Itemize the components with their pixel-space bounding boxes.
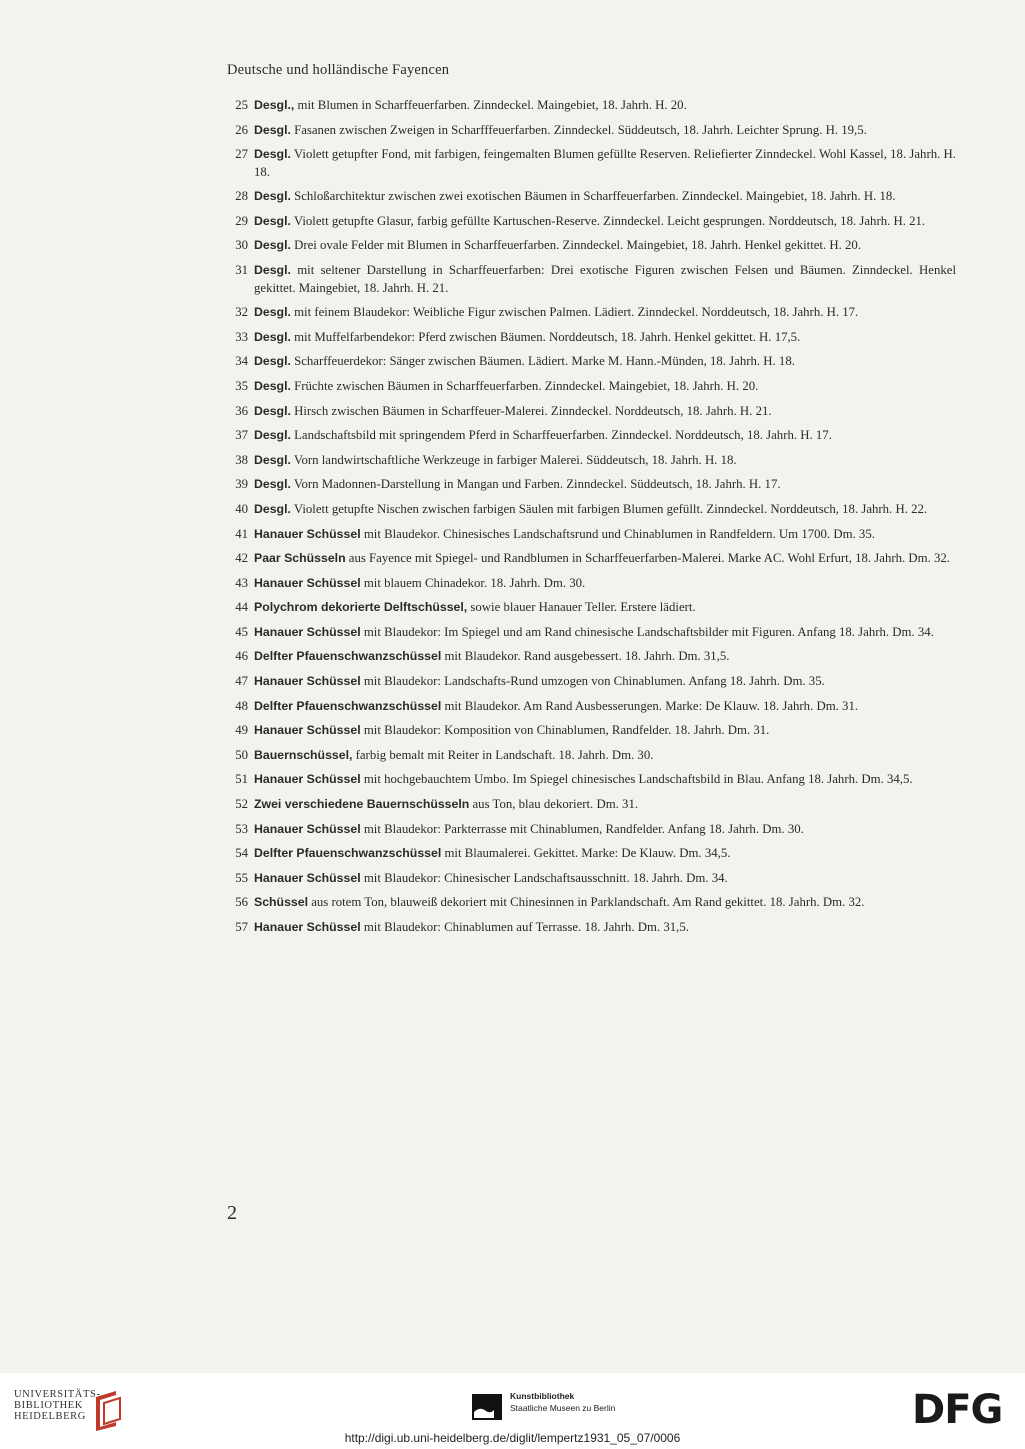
entry-heading: Desgl. <box>254 329 291 344</box>
catalog-entry <box>226 747 956 765</box>
entry-number: 40 <box>235 501 248 516</box>
catalog-entry <box>226 329 956 347</box>
entry-heading: Hanauer Schüssel <box>254 723 361 738</box>
catalog-entry <box>226 188 956 206</box>
entry-description: mit Blaumalerei. Gekittet. Marke: De Klauw. Dm. 34,5. <box>441 846 731 861</box>
ub-logo-line1: UNIVERSITÄTS- <box>14 1389 101 1400</box>
entry-number: 57 <box>235 920 248 934</box>
entry-description: Violett getupfte Nischen zwischen farbigen Säulen mit farbigen Blumen gefüllt. Zinndeckel. Norddeutsch, 18. Jahrh. H. 22. <box>290 501 928 516</box>
entry-description: mit blauem Chinadekor. 18. Jahrh. Dm. 30. <box>360 575 586 590</box>
entry-number: 36 <box>235 403 248 418</box>
ub-logo-line3: HEIDELBERG <box>14 1411 86 1422</box>
entry-heading: Desgl. <box>254 238 291 253</box>
entry-heading: Hanauer Schüssel <box>254 920 361 934</box>
catalog-entry <box>226 648 956 666</box>
catalog-entry <box>226 673 956 691</box>
entry-number: 54 <box>235 846 248 861</box>
catalog-entry <box>226 213 956 231</box>
page-number: 2 <box>227 1202 237 1224</box>
entry-number: 53 <box>235 821 248 836</box>
entry-heading: Hanauer Schüssel <box>254 674 361 689</box>
entry-description: aus rotem Ton, blauweiß dekoriert mit Chinesinnen in Parklandschaft. Am Rand gekittet. 18. Jahrh. Dm. 32. <box>308 895 865 910</box>
entry-number: 46 <box>235 649 248 664</box>
catalog-entry <box>226 821 956 839</box>
entry-heading: Desgl. <box>254 122 291 137</box>
ub-logo-text <box>14 1389 101 1422</box>
entry-description: Violett getupfter Fond, mit farbigen, feingemalten Blumen gefüllte Reserven. Reliefierter Zinndeckel. Wohl Kassel, 18. Jahrh. H. 18. <box>254 147 956 179</box>
entry-description: Schloßarchitektur zwischen zwei exotischen Bäumen in Scharffeuerfarben. Zinndeckel. Maingebiet, 18. Jahrh. H. 18. <box>290 189 896 204</box>
entry-heading: Desgl. <box>254 263 291 278</box>
catalog-entry <box>226 894 956 912</box>
entry-description: Landschaftsbild mit springendem Pferd in Scharffeuerfarben. Zinndeckel. Norddeutsch, 18. Jahrh. H. 17. <box>290 428 832 443</box>
entry-heading: Desgl. <box>254 213 291 228</box>
entry-description: sowie blauer Hanauer Teller. Erstere lädiert. <box>467 600 696 615</box>
catalog-entry <box>226 378 956 396</box>
entry-heading: Delfter Pfauenschwanzschüssel <box>254 846 442 861</box>
entry-heading: Desgl. <box>254 378 291 393</box>
entry-number: 34 <box>235 354 248 369</box>
entry-number: 38 <box>235 452 248 467</box>
catalog-entry <box>226 870 956 888</box>
entry-heading: Desgl. <box>254 305 291 320</box>
entry-number: 42 <box>235 551 248 566</box>
viewer-footer <box>0 1373 1025 1449</box>
entry-number: 26 <box>235 122 248 137</box>
entry-number: 25 <box>235 98 248 112</box>
entry-heading: Hanauer Schüssel <box>254 870 361 885</box>
entry-heading: Delfter Pfauenschwanzschüssel <box>254 649 442 664</box>
catalog-entry <box>226 845 956 863</box>
entry-number: 41 <box>235 526 248 541</box>
entry-heading: Desgl. <box>254 428 291 443</box>
entry-number: 32 <box>235 305 248 320</box>
entry-description: Hirsch zwischen Bäumen in Scharffeuer-Malerei. Zinndeckel. Norddeutsch, 18. Jahrh. H. 21. <box>290 403 772 418</box>
catalog-entry <box>226 427 956 445</box>
catalog-entry <box>226 796 956 814</box>
entry-number: 44 <box>235 600 248 615</box>
kunstbibliothek-name: Kunstbibliothek <box>510 1391 575 1401</box>
entry-heading: Delfter Pfauenschwanzschüssel <box>254 698 442 713</box>
entry-description: mit Blaudekor: Landschafts-Rund umzogen von Chinablumen. Anfang 18. Jahrh. Dm. 35. <box>360 674 825 689</box>
entry-heading: Desgl. <box>254 403 291 418</box>
entry-description: Vorn Madonnen-Darstellung in Mangan und Farben. Zinndeckel. Süddeutsch, 18. Jahrh. H. 17. <box>290 477 781 492</box>
entry-number: 31 <box>235 263 248 278</box>
entry-heading: Desgl. <box>254 452 291 467</box>
entry-heading: Bauernschüssel, <box>254 747 353 762</box>
entry-heading: Hanauer Schüssel <box>254 821 361 836</box>
catalog-entry <box>226 304 956 322</box>
entry-heading: Hanauer Schüssel <box>254 575 361 590</box>
entry-number: 51 <box>235 772 248 787</box>
catalog-entry <box>226 262 956 297</box>
entry-description: Drei ovale Felder mit Blumen in Scharffeuerfarben. Zinndeckel. Maingebiet, 18. Jahrh. Henkel gekittet. H. 20. <box>290 238 862 253</box>
running-head: Deutsche und holländische Fayencen <box>227 62 450 78</box>
catalog-entry <box>226 476 956 494</box>
entry-heading: Desgl. <box>254 501 291 516</box>
catalog-entry <box>226 919 956 937</box>
entry-number: 33 <box>235 329 248 344</box>
catalog-entry <box>226 550 956 568</box>
catalog-entry <box>226 771 956 789</box>
entry-number: 43 <box>235 575 248 590</box>
entry-number: 35 <box>235 378 248 393</box>
catalog-entry <box>226 452 956 470</box>
catalog-entry <box>226 722 956 740</box>
entry-heading: Desgl., <box>254 98 295 112</box>
entry-description: mit Blaudekor: Chinablumen auf Terrasse. 18. Jahrh. Dm. 31,5. <box>360 920 689 934</box>
entry-number: 28 <box>235 189 248 204</box>
kunstbibliothek-sub: Staatliche Museen zu Berlin <box>510 1403 616 1413</box>
entry-number: 50 <box>235 747 248 762</box>
catalog-entry <box>226 501 956 519</box>
entry-description: mit Blaudekor: Im Spiegel und am Rand chinesische Landschaftsbilder mit Figuren. Anfang 18. Jahrh. Dm. 34. <box>360 624 934 639</box>
entry-number: 27 <box>235 147 248 162</box>
entry-number: 48 <box>235 698 248 713</box>
entry-heading: Desgl. <box>254 147 291 162</box>
entry-number: 37 <box>235 428 248 443</box>
catalog-entry <box>226 122 956 140</box>
entry-heading: Hanauer Schüssel <box>254 624 361 639</box>
entry-heading: Desgl. <box>254 354 291 369</box>
catalog-entries <box>226 97 956 944</box>
entry-heading: Hanauer Schüssel <box>254 526 361 541</box>
entry-description: mit Blaudekor: Parkterrasse mit Chinablumen, Randfelder. Anfang 18. Jahrh. Dm. 30. <box>360 821 804 836</box>
ub-logo-line2: BIBLIOTHEK <box>14 1400 83 1411</box>
entry-description: Scharffeuerdekor: Sänger zwischen Bäumen. Lädiert. Marke M. Hann.-Münden, 18. Jahrh. H. 18. <box>290 354 795 369</box>
catalog-entry <box>226 698 956 716</box>
entry-number: 55 <box>235 870 248 885</box>
entry-description: mit Muffelfarbendekor: Pferd zwischen Bäumen. Norddeutsch, 18. Jahrh. Henkel gekittet. H. 17,5. <box>290 329 801 344</box>
kunstbibliothek-text <box>510 1390 615 1414</box>
catalog-entry <box>226 146 956 181</box>
entry-heading: Paar Schüsseln <box>254 551 346 566</box>
catalog-entry <box>226 403 956 421</box>
entry-description: mit Blaudekor. Rand ausgebessert. 18. Jahrh. Dm. 31,5. <box>441 649 730 664</box>
ub-mark-icon <box>92 1389 124 1431</box>
entry-description: farbig bemalt mit Reiter in Landschaft. 18. Jahrh. Dm. 30. <box>352 747 654 762</box>
entry-number: 52 <box>235 797 248 812</box>
catalog-entry <box>226 97 956 115</box>
dfg-logo[interactable]: DFG <box>912 1387 1003 1433</box>
entry-heading: Desgl. <box>254 189 291 204</box>
catalog-entry <box>226 237 956 255</box>
entry-heading: Zwei verschiedene Bauernschüsseln <box>254 797 470 812</box>
entry-number: 49 <box>235 723 248 738</box>
entry-description: Violett getupfte Glasur, farbig gefüllte Kartuschen-Reserve. Zinndeckel. Leicht gesprungen. Norddeutsch, 18. Jahrh. H. 21. <box>290 213 926 228</box>
catalog-entry <box>226 599 956 617</box>
entry-heading: Schüssel <box>254 895 308 910</box>
entry-description: mit feinem Blaudekor: Weibliche Figur zwischen Palmen. Lädiert. Zinndeckel. Norddeutsch, 18. Jahrh. H. 17. <box>290 305 859 320</box>
entry-description: Früchte zwischen Bäumen in Scharffeuerfarben. Zinndeckel. Maingebiet, 18. Jahrh. H. 20. <box>290 378 759 393</box>
catalog-entry <box>226 624 956 642</box>
entry-description: mit Blumen in Scharffeuerfarben. Zinndeckel. Maingebiet, 18. Jahrh. H. 20. <box>294 98 687 112</box>
entry-description: mit Blaudekor: Chinesischer Landschaftsausschnitt. 18. Jahrh. Dm. 34. <box>360 870 728 885</box>
entry-heading: Hanauer Schüssel <box>254 772 361 787</box>
entry-description: mit Blaudekor. Chinesisches Landschaftsrund und Chinablumen in Randfeldern. Um 1700. Dm. 35. <box>360 526 875 541</box>
entry-description: aus Fayence mit Spiegel- und Randblumen in Scharffeuerfarben-Malerei. Marke AC. Wohl Erfurt, 18. Jahrh. Dm. 32. <box>345 551 951 566</box>
entry-number: 47 <box>235 674 248 689</box>
permalink-url[interactable]: http://digi.ub.uni-heidelberg.de/diglit/lempertz1931_05_07/0006 <box>344 1431 681 1445</box>
entry-heading: Polychrom dekorierte Delftschüssel, <box>254 600 468 615</box>
entry-description: Vorn landwirtschaftliche Werkzeuge in farbiger Malerei. Süddeutsch, 18. Jahrh. H. 18. <box>290 452 737 467</box>
entry-number: 45 <box>235 624 248 639</box>
entry-number: 30 <box>235 238 248 253</box>
entry-description: mit Blaudekor. Am Rand Ausbesserungen. Marke: De Klauw. 18. Jahrh. Dm. 31. <box>441 698 859 713</box>
kunstbibliothek-mark-icon <box>472 1394 502 1420</box>
entry-description: mit seltener Darstellung in Scharffeuerfarben: Drei exotische Figuren zwischen Felsen und Bäumen. Zinndeckel. Henkel gekittet. Maingebiet, 18. Jahrh. H. 21. <box>254 263 956 295</box>
entry-number: 56 <box>235 895 248 910</box>
catalog-entry <box>226 575 956 593</box>
entry-description: Fasanen zwischen Zweigen in Scharfffeuerfarben. Zinndeckel. Süddeutsch, 18. Jahrh. Leichter Sprung. H. 19,5. <box>290 122 867 137</box>
catalog-entry <box>226 353 956 371</box>
entry-description: aus Ton, blau dekoriert. Dm. 31. <box>469 797 639 812</box>
catalog-entry <box>226 526 956 544</box>
entry-description: mit Blaudekor: Komposition von Chinablumen, Randfelder. 18. Jahrh. Dm. 31. <box>360 723 770 738</box>
entry-heading: Desgl. <box>254 477 291 492</box>
entry-number: 39 <box>235 477 248 492</box>
entry-number: 29 <box>235 213 248 228</box>
entry-description: mit hochgebauchtem Umbo. Im Spiegel chinesisches Landschaftsbild in Blau. Anfang 18. Jahrh. Dm. 34,5. <box>360 772 913 787</box>
